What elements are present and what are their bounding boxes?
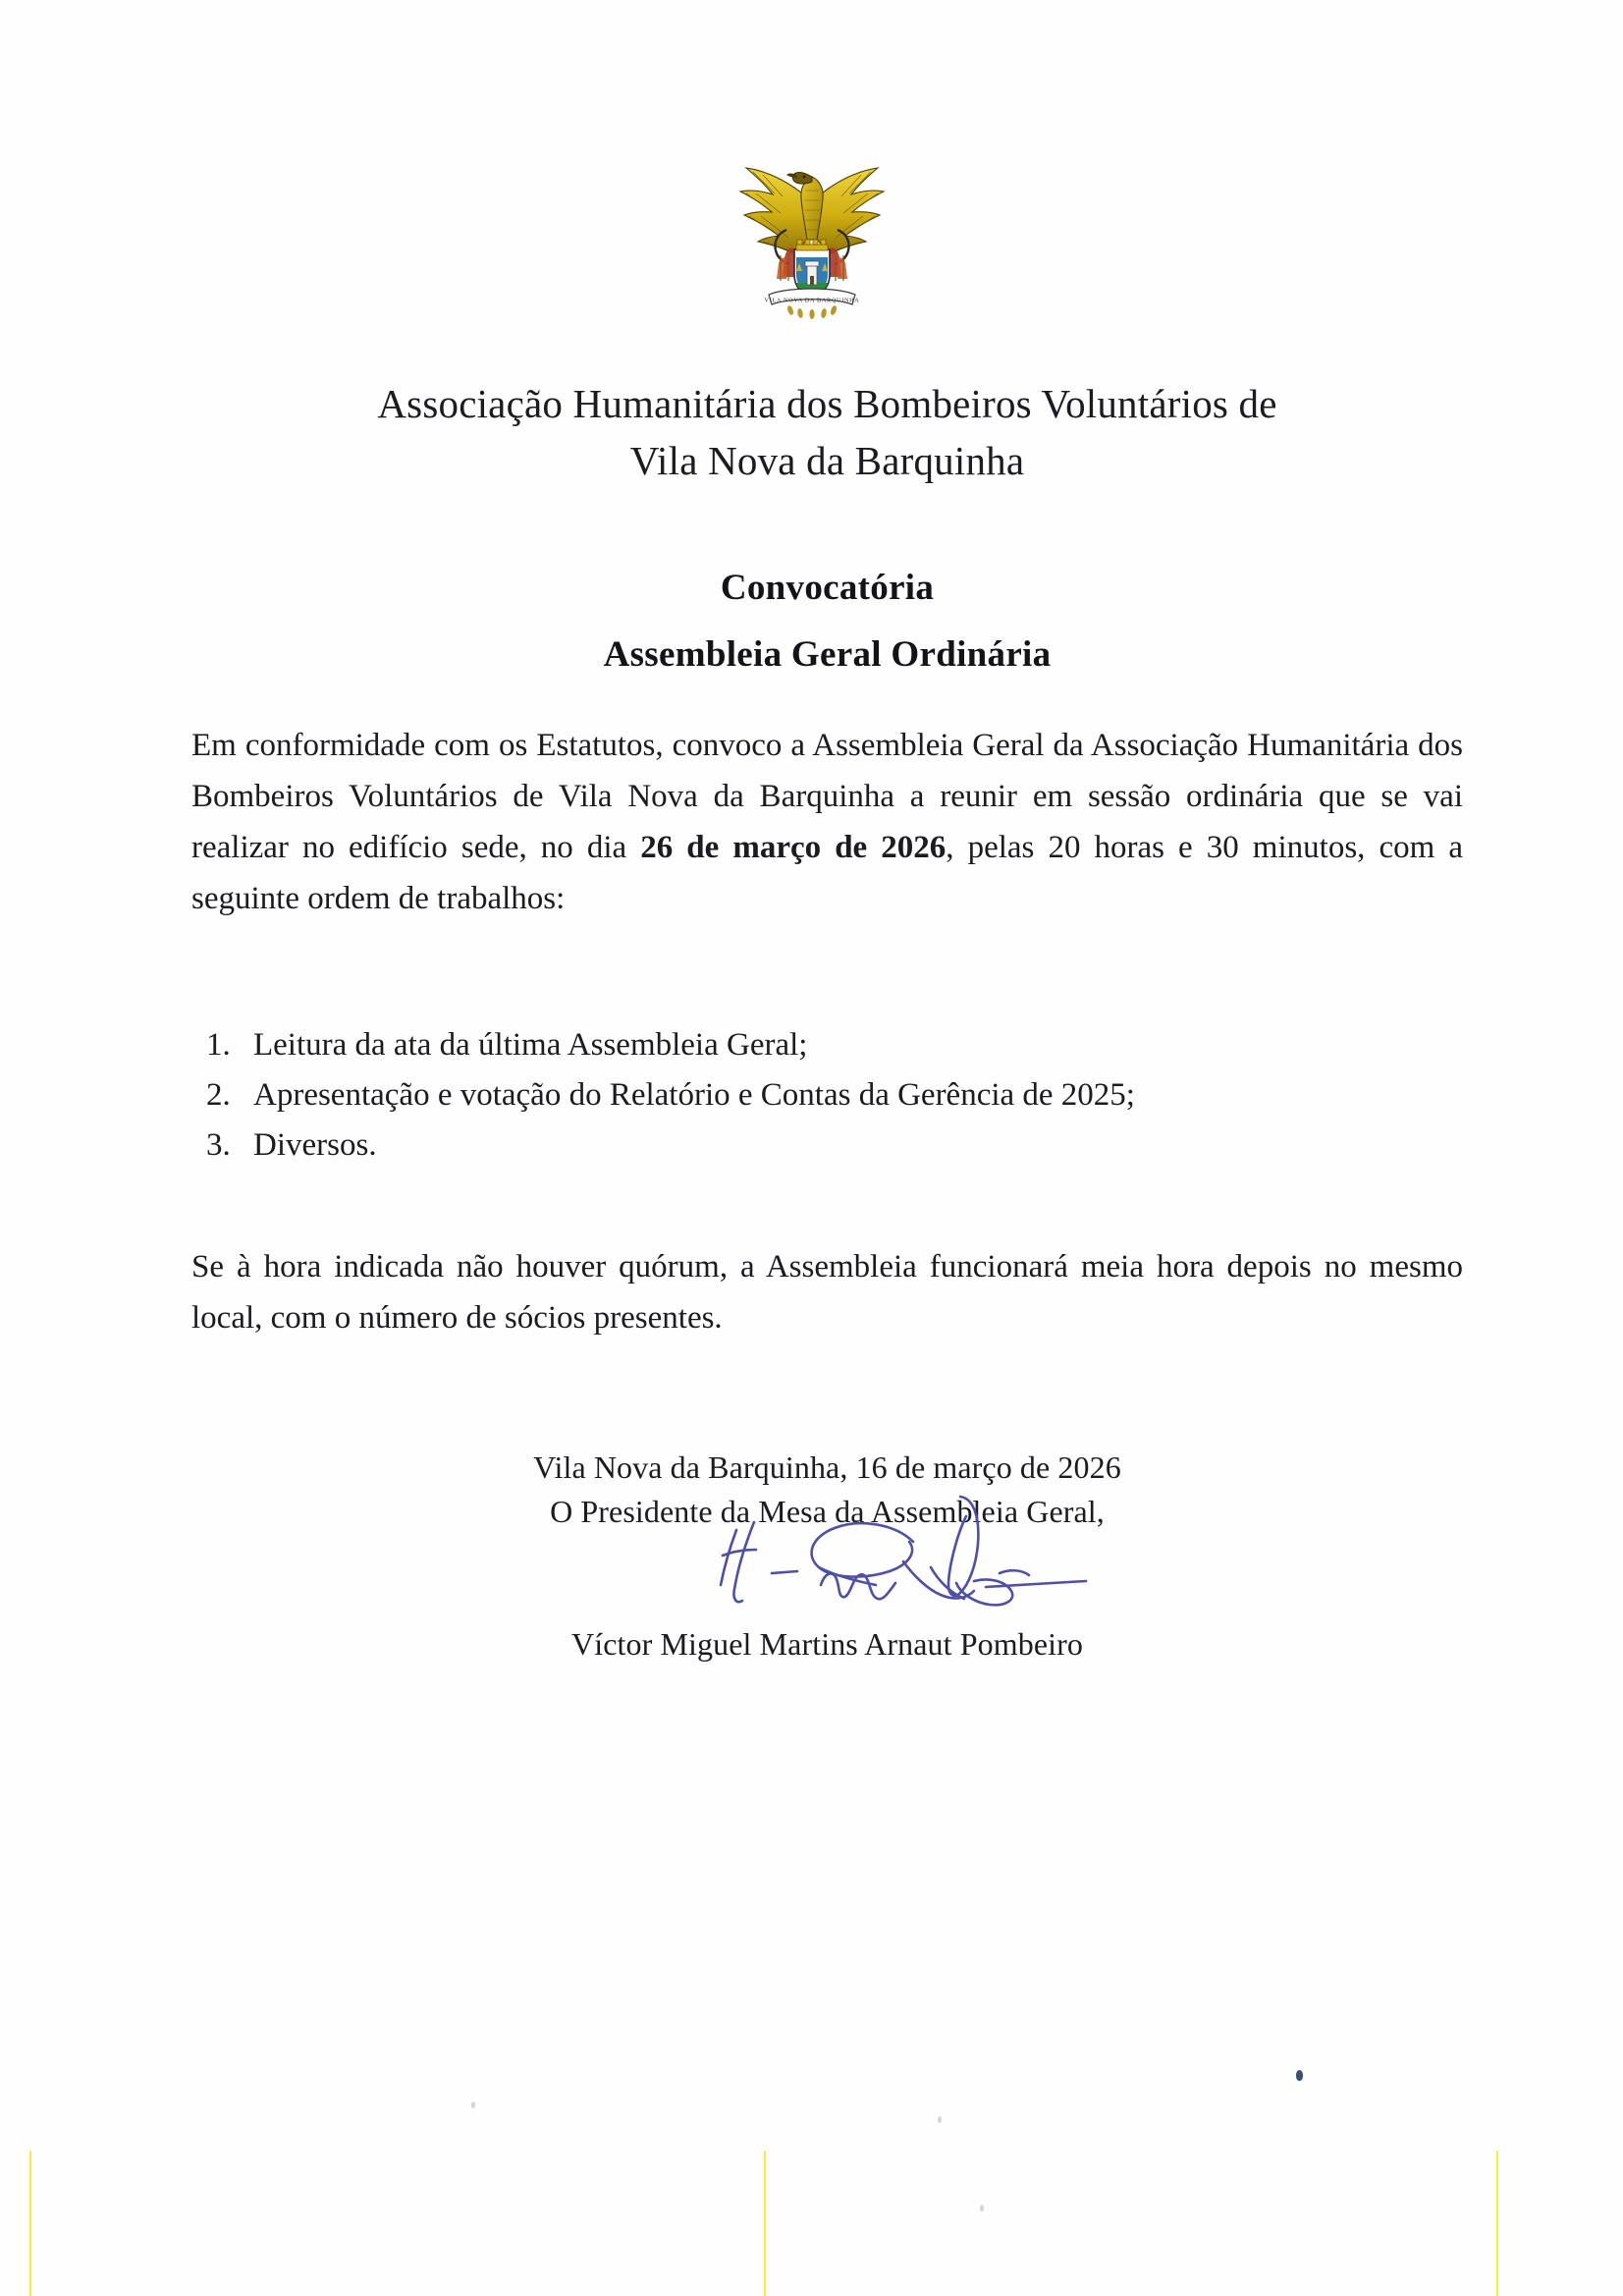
scan-line-artifact-left [29, 2151, 31, 2296]
assembly-type-heading: Assembleia Geral Ordinária [603, 634, 1052, 675]
place-and-date: Vila Nova da Barquinha, 16 de março de 2026 [533, 1449, 1121, 1485]
intro-text-after-date: , pelas 20 horas e 30 minutos, com a seguinte ordem de trabalhos: [191, 830, 1463, 917]
agenda-item-number: 1. [206, 1027, 231, 1063]
agenda-item [206, 1029, 1463, 1062]
closing-paragraph-block [191, 1241, 1463, 1343]
organization-title [191, 375, 1463, 489]
meeting-date-bold: 26 de março de 2026 [640, 830, 947, 866]
signer-role: O Presidente da Mesa da Assembleia Geral, [550, 1494, 1105, 1530]
intro-text-before-date: Em conformidade com os Estatutos, convoco a Assembleia Geral da Associação Humanitária dos Bombeiros Voluntários de Vila Nova da Barquinha a reunir em sessão ordinária que se vai realizar no edifício sede, no dia [191, 728, 1463, 866]
emblem-container [0, 147, 1623, 324]
closing-paragraph: Se à hora indicada não houver quórum, a Assembleia funcionará meia hora depois no mesmo local, com o número de sócios presentes. [191, 1249, 1463, 1337]
agenda-list [206, 1029, 1463, 1179]
dust-speck-artifact-a [471, 2102, 475, 2108]
scan-line-artifact-center [764, 2151, 766, 2296]
intro-paragraph [191, 720, 1463, 925]
scan-line-artifact-right [1496, 2151, 1498, 2296]
ink-speck-artifact [1296, 2070, 1303, 2081]
agenda-item [206, 1129, 1463, 1162]
agenda-item-number: 3. [206, 1127, 231, 1163]
signature-block [191, 1446, 1463, 1535]
agenda-item-text: Diversos. [253, 1127, 377, 1163]
emblem-banner-text: VILA NOVA DA BARQUINHA [764, 297, 859, 304]
document-kind-heading: Convocatória [720, 568, 935, 608]
agenda-item-text: Leitura da ata da última Assembleia Geral; [253, 1027, 808, 1063]
agenda-item-number: 2. [206, 1077, 231, 1113]
agenda-item-text: Apresentação e votação do Relatório e Contas da Gerência de 2025; [253, 1077, 1135, 1113]
signer-name: Víctor Miguel Martins Arnaut Pombeiro [571, 1626, 1083, 1662]
dust-speck-artifact-c [980, 2205, 984, 2212]
agenda-item [206, 1079, 1463, 1112]
organization-title-line-2: Vila Nova da Barquinha [629, 438, 1025, 484]
eagle-crest-emblem [714, 147, 910, 324]
intro-paragraph-block [191, 720, 1463, 925]
dust-speck-artifact-b [938, 2116, 942, 2123]
organization-title-line-1: Associação Humanitária dos Bombeiros Voluntários de [377, 381, 1277, 426]
